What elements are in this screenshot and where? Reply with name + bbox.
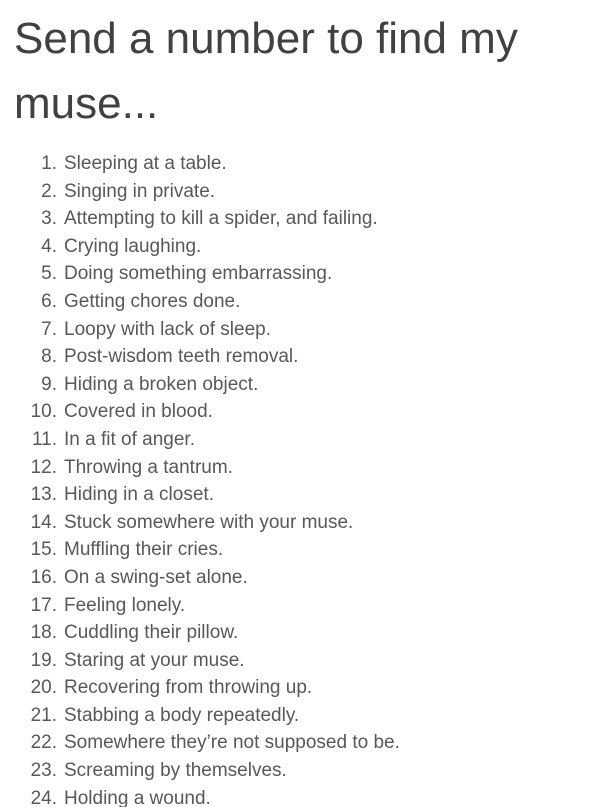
list-item <box>14 343 602 371</box>
list-item-text: Sleeping at a table. <box>64 153 227 174</box>
list-item-number: 23. <box>30 760 57 782</box>
list-item <box>14 426 602 454</box>
list-item <box>14 619 602 647</box>
muse-list <box>0 150 602 807</box>
list-item-number: 10. <box>30 401 57 423</box>
list-item-text: Screaming by themselves. <box>64 760 287 782</box>
list-item-text: Somewhere they’re not supposed to be. <box>64 732 400 754</box>
list-item-text: Crying laughing. <box>64 235 202 257</box>
list-item-number: 21. <box>30 704 57 726</box>
list-item-text: Covered in blood. <box>64 401 213 423</box>
list-item <box>14 178 602 206</box>
list-item-text: Holding a wound. <box>64 787 211 807</box>
list-item-text: Hiding a broken object. <box>64 373 259 395</box>
list-item-number: 14. <box>30 511 57 533</box>
list-item-number: 3. <box>41 208 57 230</box>
list-item <box>14 316 602 344</box>
list-item <box>14 674 602 702</box>
list-item-number: 5. <box>41 263 57 285</box>
list-item-number: 2. <box>41 180 57 202</box>
list-item <box>14 757 602 785</box>
list-item-number: 20. <box>30 677 57 699</box>
list-item-text: Getting chores done. <box>64 290 241 312</box>
list-item-number: 9. <box>41 373 57 395</box>
list-item-number: 8. <box>41 346 57 368</box>
list-item <box>14 729 602 757</box>
list-item <box>14 702 602 730</box>
list-item-number: 18. <box>30 622 57 644</box>
list-item <box>14 288 602 316</box>
list-item-text: On a swing-set alone. <box>64 566 248 588</box>
list-item-text: Staring at your muse. <box>64 649 245 671</box>
list-item-number: 11. <box>31 428 57 450</box>
list-item-number: 6. <box>41 290 57 312</box>
list-item <box>14 647 602 675</box>
page-title: Send a number to find my muse... <box>14 14 518 128</box>
list-item <box>14 564 602 592</box>
list-item <box>14 398 602 426</box>
list-item-text: Muffling their cries. <box>64 539 224 561</box>
list-item-text: Loopy with lack of sleep. <box>64 318 272 340</box>
list-item-text: Throwing a tantrum. <box>64 456 233 478</box>
list-item <box>14 592 602 620</box>
list-item-text: Cuddling their pillow. <box>64 622 239 644</box>
list-item <box>14 233 602 261</box>
list-item-text: Hiding in a closet. <box>64 484 214 506</box>
list-item-number: 24. <box>30 787 57 807</box>
list-item <box>14 150 602 178</box>
list-item-text: Doing something embarrassing. <box>64 263 333 285</box>
list-item-text: Post-wisdom teeth removal. <box>64 346 299 368</box>
list-item-number: 15. <box>30 539 57 561</box>
list-item-text: Attempting to kill a spider, and failing. <box>64 208 378 230</box>
list-item-number: 22. <box>30 732 57 754</box>
list-item <box>14 260 602 288</box>
list-item-text: In a fit of anger. <box>64 428 195 450</box>
list-item-number: 1. <box>41 153 57 174</box>
list-item-text: Feeling lonely. <box>64 594 186 616</box>
list-item <box>14 454 602 482</box>
list-item-number: 7. <box>41 318 57 340</box>
list-item-number: 17. <box>30 594 57 616</box>
list-item <box>14 509 602 537</box>
list-item-number: 19. <box>30 649 57 671</box>
list-item <box>14 536 602 564</box>
list-item-number: 16. <box>30 566 57 588</box>
list-item <box>14 481 602 509</box>
list-item-number: 12. <box>30 456 57 478</box>
list-item-number: 4. <box>41 235 57 257</box>
list-item-text: Recovering from throwing up. <box>64 677 313 699</box>
list-item-text: Stabbing a body repeatedly. <box>64 704 300 726</box>
list-item <box>14 785 602 807</box>
list-item-text: Singing in private. <box>64 180 216 202</box>
list-item-text: Stuck somewhere with your muse. <box>64 511 354 533</box>
list-item <box>14 205 602 233</box>
list-item-number: 13. <box>30 484 57 506</box>
list-item <box>14 371 602 399</box>
